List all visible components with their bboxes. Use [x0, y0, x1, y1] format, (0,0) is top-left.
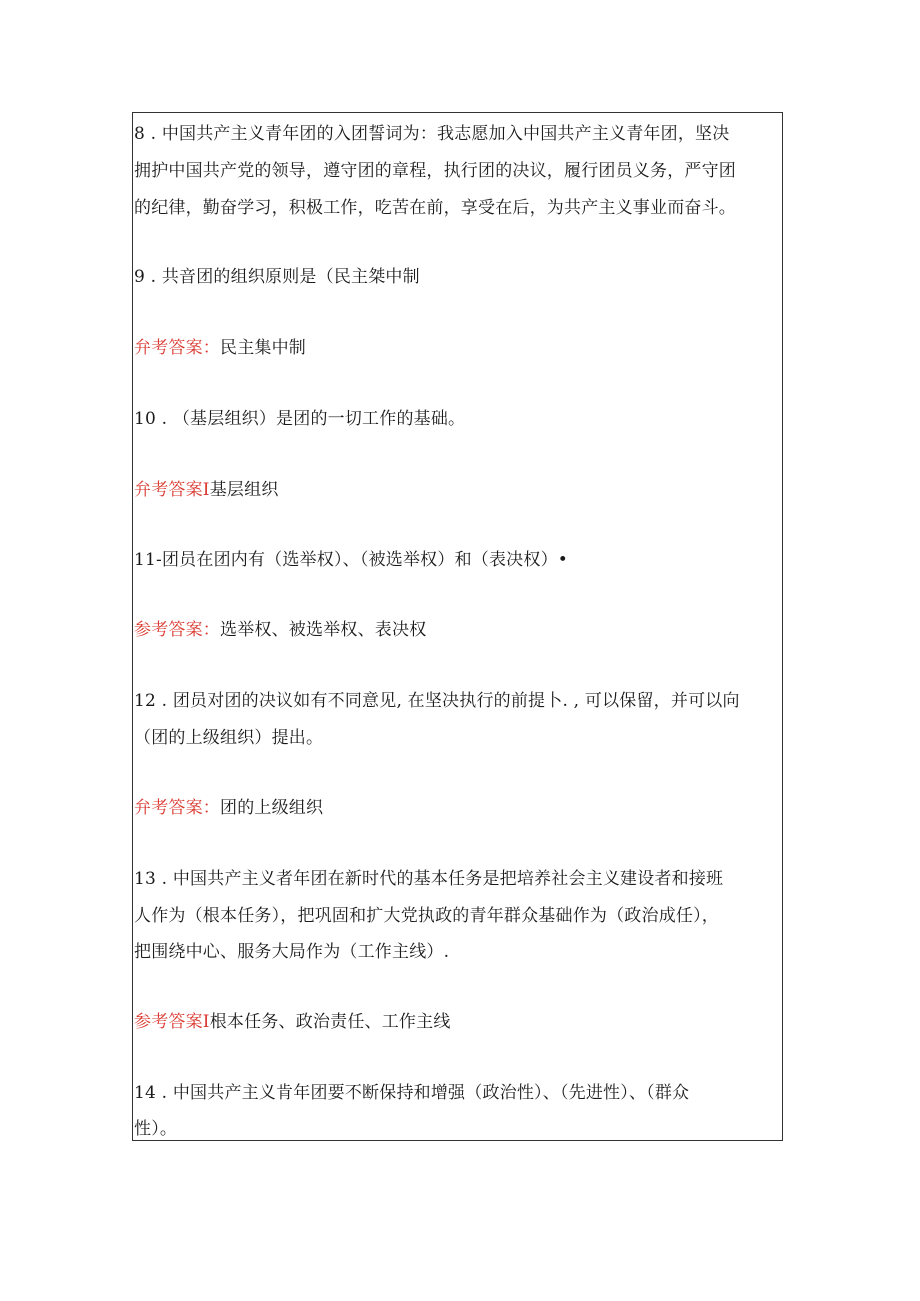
answer-text: 基层组织 — [209, 480, 279, 500]
question-8-line-1: 8 . 中国共产主义青年团的入团誓词为：我志愿加入中国共产主义青年团，坚决 — [134, 124, 730, 144]
question-8-line-2: 拥护中国共产党的领导，遵守团的章程，执行团的决议，履行团员义务，严守团 — [134, 161, 736, 181]
question-14-line-1: 14 . 中国共产主义肯年团要不断保持和增强（政治性）、（先进性）、（群众 — [134, 1083, 690, 1103]
answer-9 — [134, 338, 782, 358]
question-14-line-2: 性）。 — [134, 1119, 178, 1139]
question-13-line-3: 把围绕中心、服务大局作为（工作主线）. — [134, 942, 450, 962]
answer-12 — [134, 798, 782, 818]
question-12-line-1: 12 . 团员对团的决议如有不同意见, 在坚决执行的前提卜. , 可以保留，并可以向 — [134, 691, 740, 711]
answer-text: 选举权、被选举权、表决权 — [220, 620, 427, 640]
answer-11 — [134, 620, 782, 640]
answer-text: 民主集中制 — [220, 338, 306, 358]
answer-text: 团的上级组织 — [220, 798, 324, 818]
answer-label: 弁考答案I — [134, 480, 210, 500]
answer-10 — [134, 480, 782, 500]
answer-label: 参考答案： — [134, 620, 220, 640]
question-12-line-2: （团的上级组织）提出。 — [134, 728, 324, 748]
question-13-line-2: 人作为（根本任务），把巩固和扩大党执政的青年群众基础作为（政治成任）， — [134, 906, 719, 926]
question-10: 10 . （基层组织）是团的一切工作的基础。 — [134, 409, 466, 429]
answer-label: 弁考答案： — [134, 798, 220, 818]
question-13-line-1: 13 . 中国共产主义者年团在新时代的基本任务是把培养社会主义建设者和接班 — [134, 869, 724, 889]
answer-label: 参考答案I — [134, 1012, 210, 1032]
answer-label: 弁考答案： — [134, 338, 220, 358]
answer-13 — [134, 1012, 782, 1032]
answer-text: 根本任务、政治责任、工作主线 — [209, 1012, 451, 1032]
question-11: 11-团员在团内有（选举权）、（被选举权）和（表决权）• — [134, 550, 569, 570]
question-8-line-3: 的纪律，勤奋学习，积极工作，吃苦在前，享受在后，为共产主义事业而奋斗。 — [134, 198, 736, 218]
question-9: 9 . 共音团的组织原则是（民主桀中制 — [134, 267, 420, 287]
